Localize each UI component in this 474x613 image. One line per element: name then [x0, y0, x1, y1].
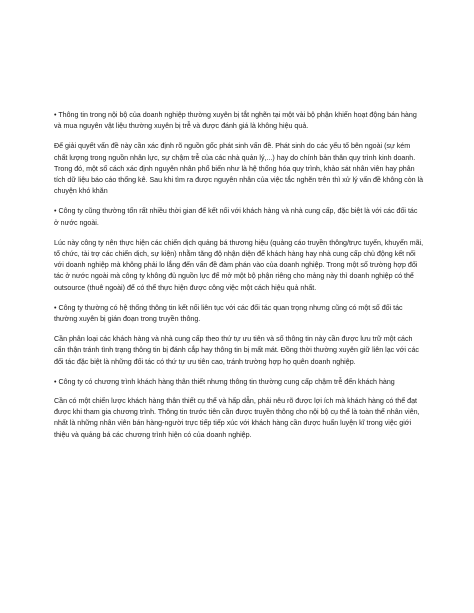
document-body: [54, 110, 424, 450]
paragraph-issue-internal-bottleneck: • Thông tin trong nội bộ của doanh nghiệp thường xuyên bị tắt nghẽn tại một vài bộ phận khiến hoạt động bán hàng và mua nguyên vật liệu thường xuyên bị trễ và được đánh giá là không hiệu quả.: [54, 111, 417, 131]
paragraph-solution-branding-campaign: Lúc này công ty nên thực hiện các chiến dịch quảng bá thương hiệu (quảng cáo truyền thông/trực tuyến, khuyến mãi, tổ chức, tài trợ các chiến dịch, sự kiện) nhằm tăng độ nhận diện để khách hàng hay nhà cung cấp chủ động kết nối với doanh nghiệp mà không phải lo lắng đến vấn đề đàm phán vào của doanh nghiệp. Trong một số trường hợp đối tác ở nước ngoài mà công ty không đủ nguồn lực để mở một bộ phận riêng cho mảng này thì doanh nghiệp có thể outsource (thuê ngoài) để có thể thực hiện được công việc một cách hiệu quả nhất.: [54, 238, 424, 292]
paragraph-issue-partner-connection: • Công ty cũng thường tốn rất nhiều thời gian để kết nối với khách hàng và nhà cung cấp, đặc biệt là với các đối tác ở nước ngoài.: [54, 207, 418, 227]
paragraph-solution-loyalty-strategy: Cần có một chiến lược khách hàng thân thiết cụ thể và hấp dẫn, phải nêu rõ được lợi ích mà khách hàng có thể đạt được khi tham gia chương trình. Thông tin trước tiên cần được truyền thông cho nội bộ cụ thể là toàn thể nhân viên, nhất là những nhân viên bán hàng-người trực tiếp tiếp xúc với khách hàng cần được huấn luyện kĩ trong việc giới thiệu và quảng bá các chương trình hiện có của doanh nghiệp.: [54, 397, 420, 439]
paragraph-issue-partner-communication: • Công ty thường có hệ thống thông tin kết nối liên tục với các đối tác quan trọng nhưng cũng có một số đối tác thường xuyên bị gián đoạn trong truyền thông.: [54, 303, 403, 324]
paragraph-issue-loyalty-program: • Công ty có chương trình khách hàng thân thiết nhưng thông tin thường cung cấp chậm trễ đến khách hàng: [54, 377, 395, 386]
paragraph-solution-identify-cause: Để giải quyết vấn đề này cần xác định rõ nguồn gốc phát sinh vấn đề. Phát sinh do các yếu tố bên ngoài (sự kém chất lượng trong nguồn nhân lực, sự chậm trễ của các nhà quản lý,...) hay do chính bản thân quy trình kinh doanh. Trong đó, một số cách xác định nguyên nhân phổ biến như là hệ thống hóa quy trình, khảo sát nhân viên hay phân tích dữ liệu báo cáo thống kê. Sau khi tìm ra được nguyên nhân của việc tắc nghẽn trên thì xử lý vấn đề không còn là chuyện khó khăn: [54, 142, 424, 196]
paragraph-solution-prioritize-partners: Cần phân loại các khách hàng và nhà cung cấp theo thứ tự ưu tiên và số thông tin này cần được lưu trữ một cách cẩn thận tránh tình trạng thông tin bị đánh cắp hay thông tin bị mất mát. Đồng thời thường xuyên giữ liên lạc với các đối tác đặc biệt là những đối tác có thứ tự ưu tiên cao, tránh trường hợp họ quên doanh nghiệp.: [54, 335, 419, 366]
